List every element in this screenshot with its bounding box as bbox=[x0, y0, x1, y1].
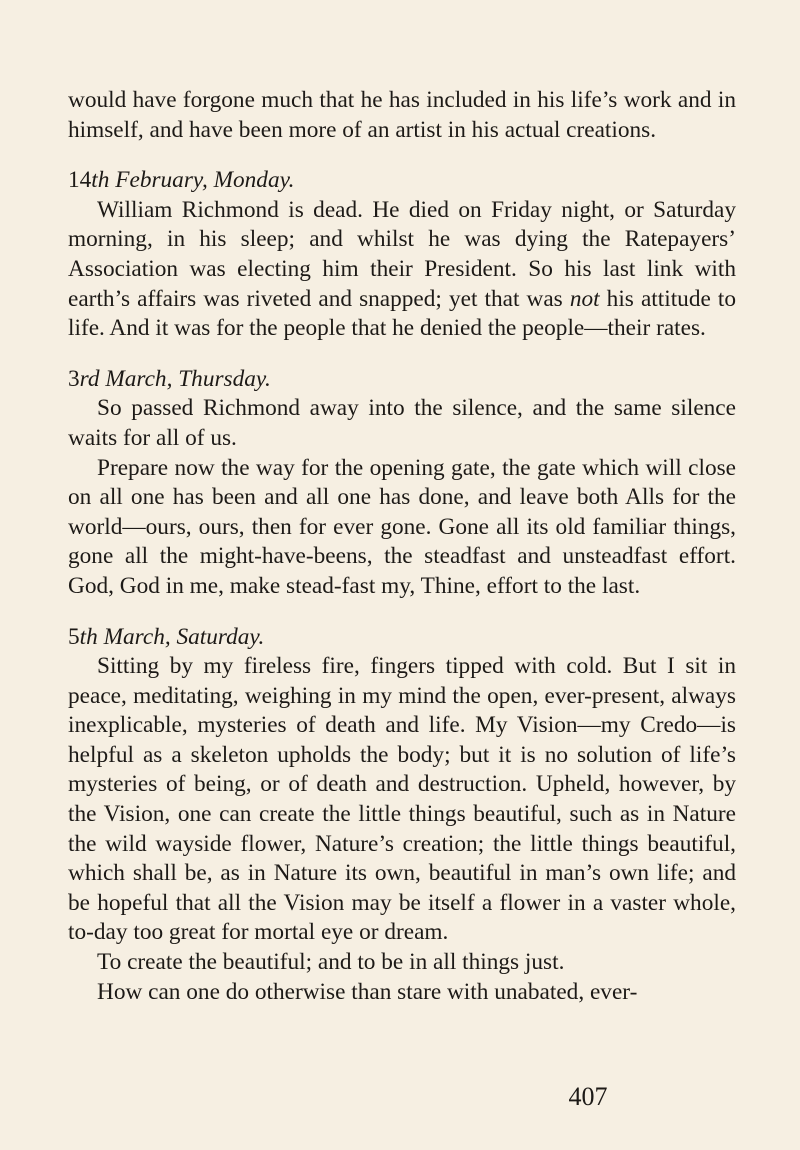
paragraph-how-can-one: How can one do otherwise than stare with unabated, ever- bbox=[97, 978, 638, 1005]
page-number: 407 bbox=[568, 1082, 608, 1111]
entry-heading-3-march bbox=[68, 365, 736, 395]
entry-heading-14-february bbox=[68, 166, 736, 196]
paragraph-richmond-dead: William Richmond is dead. He died on Friday night, or Saturday morning, in his sleep; and whilst he was dying the Ratepayers’ Association was electing him their President. So his last link with earth’s affairs was riveted and snapped; yet that was not his attitude to life. And it was for the people that he denied the people—their rates. bbox=[68, 196, 737, 342]
heading-date-text: rd March, Thursday. bbox=[79, 365, 271, 392]
entry-heading-5-march bbox=[68, 623, 736, 653]
page-text bbox=[68, 86, 736, 1007]
heading-day-number: 14 bbox=[68, 167, 92, 194]
heading-date-text: th February, Monday. bbox=[91, 167, 295, 194]
heading-day-number: 3 bbox=[68, 365, 80, 392]
paragraph-opening: would have forgone much that he has included in his life’s work and in himself, and have been more of an artist in his actual creations. bbox=[68, 87, 736, 143]
paragraph-prepare: Prepare now the way for the opening gate, the gate which will close on all one has been and all one has done, and leave both Alls for the world—ours, ours, then for ever gone. Gone all its old familiar things, gone all the might-have-beens, the steadfast and unsteadfast effort. God, God in me, make stead-fast my, Thine, effort to the last. bbox=[68, 454, 736, 599]
heading-day-number: 5 bbox=[68, 623, 80, 650]
heading-date-text: th March, Saturday. bbox=[79, 623, 265, 650]
paragraph-silence: So passed Richmond away into the silence, and the same silence waits for all of us. bbox=[68, 395, 736, 451]
paragraph-fireless-fire: Sitting by my fireless fire, fingers tipped with cold. But I sit in peace, meditating, weighing in my mind the open, ever-present, always inexplicable, mysteries of death and life. My Vision—my Credo—is helpful as a skeleton upholds the body; but it is no solution of life’s mysteries of being, or of death and destruction. Upheld, however, by the Vision, one can create the little things beautiful, such as in Nature the wild wayside flower, Nature’s creation; the little things beautiful, which shall be, as in Nature its own, beautiful in man’s own life; and be hopeful that all the Vision may be itself a flower in a vaster whole, to-day too great for mortal eye or dream. bbox=[68, 653, 736, 946]
paragraph-create-beautiful: To create the beautiful; and to be in all things just. bbox=[97, 949, 565, 976]
